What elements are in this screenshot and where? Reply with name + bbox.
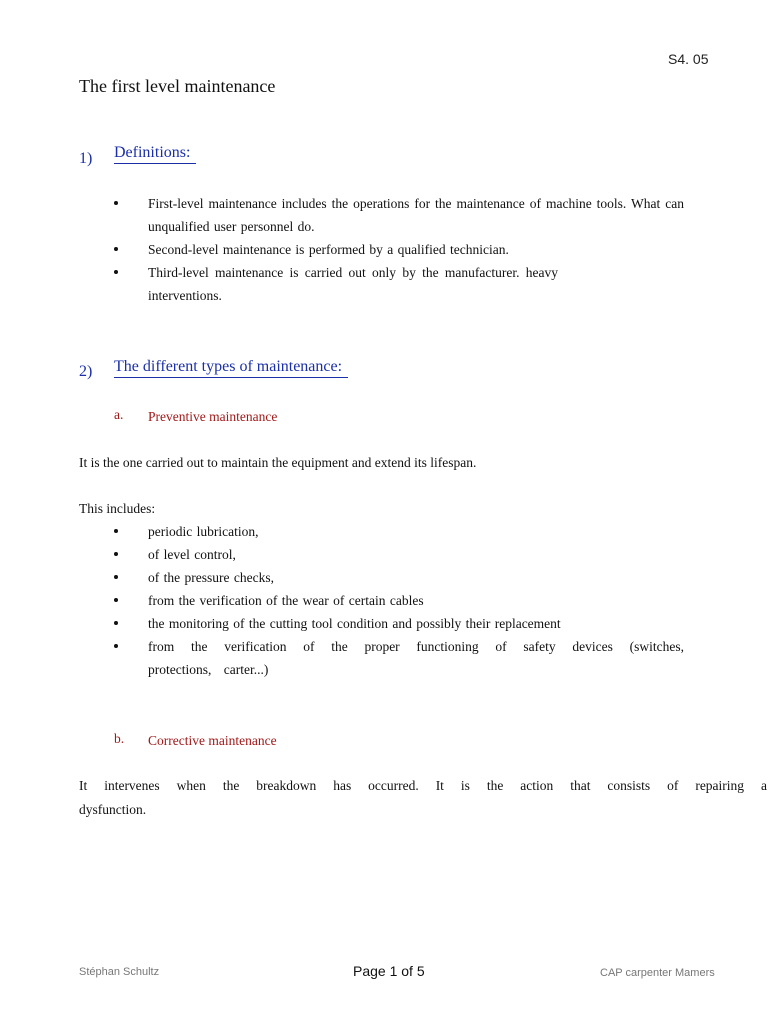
list-item-text: from the verification of the wear of certain cables — [148, 593, 424, 608]
section-2-heading: The different types of maintenance: — [114, 357, 348, 378]
subsection-b-title: Corrective maintenance — [148, 733, 277, 748]
bullet-icon — [114, 529, 118, 533]
bullet-icon — [114, 247, 118, 251]
includes-label: This includes: — [79, 501, 156, 516]
document-reference: S4. 05 — [668, 51, 709, 67]
list-item-text: Third-level maintenance is carried out only by the manufacturer. heavy interventions. — [148, 265, 558, 303]
list-item-text: of level control, — [148, 547, 236, 562]
page-title: The first level maintenance — [79, 76, 276, 96]
list-item — [114, 566, 684, 589]
section-1-heading: Definitions: — [114, 143, 196, 164]
list-item-text: First-level maintenance includes the operations for the maintenance of machine tools. What can unqualified user personnel do. — [148, 196, 684, 234]
list-item-text: from the verification of the proper functioning of safety devices (switches, protections, carter...) — [148, 639, 684, 677]
list-item — [114, 238, 684, 261]
list-item-text: the monitoring of the cutting tool condition and possibly their replacement — [148, 616, 561, 631]
preventive-description: It is the one carried out to maintain the equipment and extend its lifespan. — [79, 455, 477, 470]
list-item — [114, 192, 684, 238]
bullet-icon — [114, 575, 118, 579]
list-item — [114, 520, 684, 543]
footer-page-number: Page 1 of 5 — [353, 963, 425, 979]
list-item — [114, 261, 558, 307]
subsection-a-letter: a. — [114, 407, 124, 422]
preventive-list — [114, 520, 684, 681]
list-item — [114, 543, 684, 566]
bullet-icon — [114, 621, 118, 625]
corrective-description-line-2: dysfunction. — [79, 802, 147, 817]
bullet-icon — [114, 201, 118, 205]
corrective-description-line-1: It intervenes when the breakdown has occurred. It is the action that consists of repairing a — [79, 778, 767, 793]
list-item-text: of the pressure checks, — [148, 570, 274, 585]
definitions-list — [114, 192, 684, 307]
bullet-icon — [114, 598, 118, 602]
list-item — [114, 612, 684, 635]
list-item — [114, 589, 684, 612]
list-item-text: Second-level maintenance is performed by a qualified technician. — [148, 242, 509, 257]
bullet-icon — [114, 552, 118, 556]
section-2-number: 2) — [79, 363, 93, 380]
section-1-number: 1) — [79, 150, 93, 167]
bullet-icon — [114, 644, 118, 648]
list-item-text: periodic lubrication, — [148, 524, 259, 539]
subsection-a-title: Preventive maintenance — [148, 409, 278, 424]
subsection-b-letter: b. — [114, 731, 125, 746]
footer-course: CAP carpenter Mamers — [600, 967, 715, 979]
bullet-icon — [114, 270, 118, 274]
list-item — [114, 635, 684, 681]
footer-author: Stéphan Schultz — [79, 966, 160, 978]
